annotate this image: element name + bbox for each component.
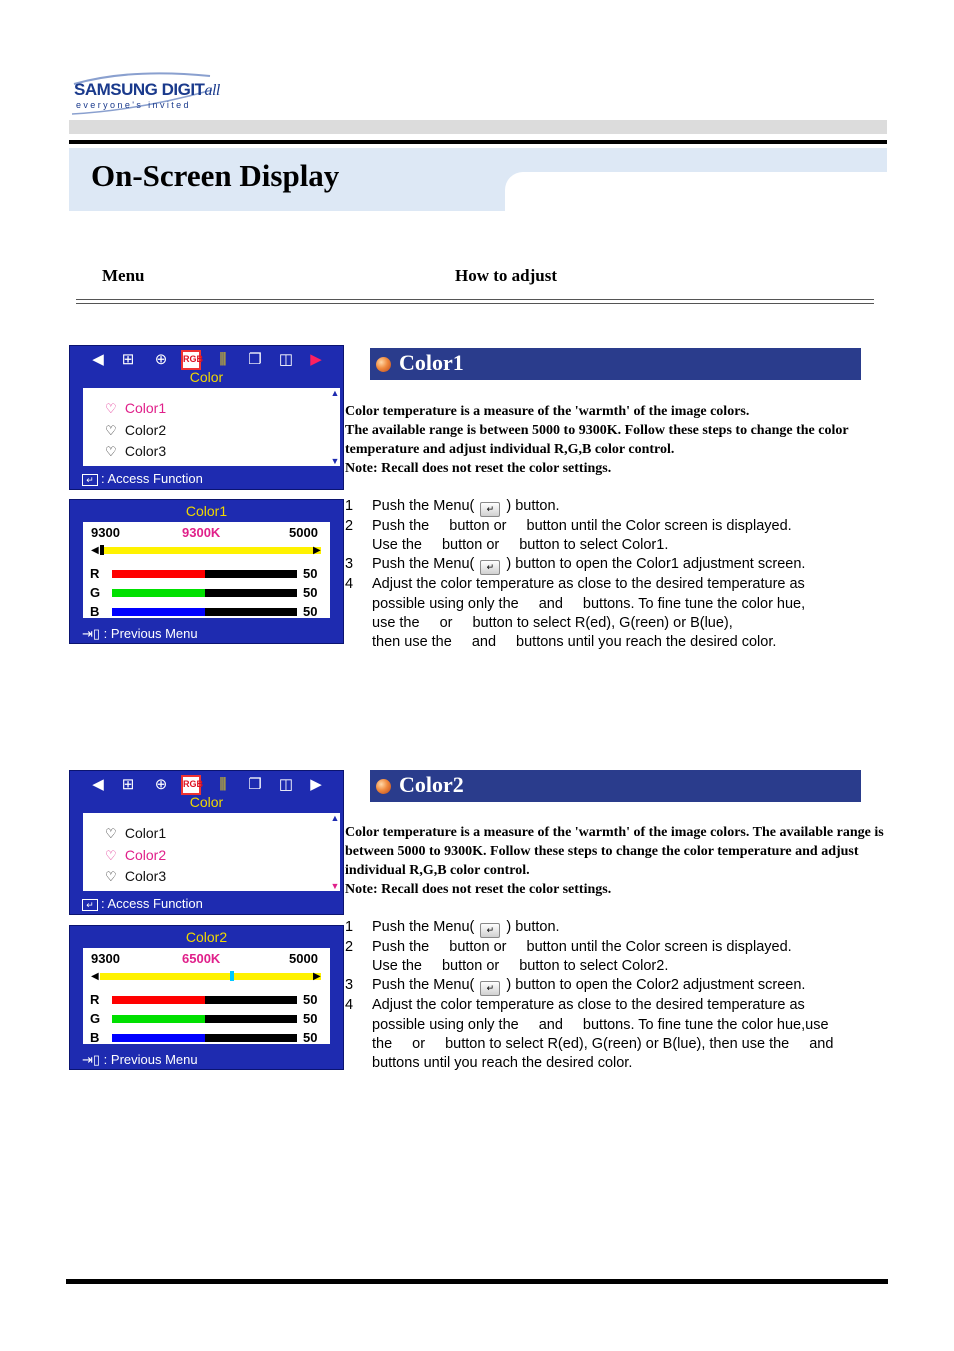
logo-tagline: everyone's invited [76,100,191,110]
step-text: button or [441,958,500,975]
scroll-down-icon: ▼ [330,881,340,891]
bulb-icon: ♡ [105,848,117,863]
channel-letter: B [90,604,100,619]
channel-fill [112,996,205,1004]
channel-row-b[interactable] [83,604,330,620]
temperature-cursor[interactable] [100,545,104,555]
step-text: Push the Menu( [372,919,475,935]
window-icon: ◫ [278,351,294,368]
osd-scrollbar[interactable] [330,388,340,466]
steps-list [345,918,905,1073]
channel-value: 50 [303,585,318,600]
step-number: 3 [345,977,354,994]
osd-item-label: Color1 [124,400,167,416]
column-header-menu: Menu [102,266,145,285]
osd-item-color2[interactable] [105,847,166,864]
step-text: and [809,1035,834,1052]
step-text: Adjust the color temperature as close to the desired temperature as [372,576,805,593]
channel-letter: R [90,566,100,581]
channel-row-r[interactable] [83,992,330,1008]
menu-key-icon: ↵ [480,923,500,938]
adjust-box [83,948,330,1044]
step-text: use the [372,614,420,631]
step-text: Use the [372,958,422,975]
header-grey-bar [69,120,887,134]
step-4-line [345,633,905,652]
menu-key-icon: ↵ [480,560,500,575]
step-1 [345,918,905,938]
temp-left-label: 9300 [91,951,120,966]
step-4-line [345,595,905,614]
step-4-line [345,614,905,633]
step-text: button until the Color screen is displayed. [526,518,792,534]
step-text: buttons until you reach the desired color. [516,634,777,651]
temp-current-label: 9300K [182,525,221,540]
step-text: possible using only the [372,1016,519,1033]
footer-rule [66,1279,888,1284]
channel-value: 50 [303,566,318,581]
step-number: 4 [345,576,354,593]
step-text: and [471,634,497,651]
column-header-how: How to adjust [455,266,558,285]
channel-row-r[interactable] [83,566,330,582]
step-2 [345,517,905,536]
temperature-cursor[interactable] [230,971,234,981]
column-divider [76,303,874,304]
step-4-line [345,1035,905,1054]
orange-ball-icon [376,357,391,372]
intro-line: Color temperature is a measure of the 'warmth' of the image colors. [345,404,750,419]
adjust-footer-text: : Previous Menu [103,1052,198,1067]
step-text: Push the [372,939,430,955]
right-arrow-icon: ▶ [310,351,322,368]
channel-track [112,1034,297,1042]
channel-letter: R [90,992,100,1007]
step-text: or [412,1035,426,1052]
step-number: 3 [345,556,354,573]
slider-right-arrow-icon: ▶ [313,971,321,982]
exit-icon: ⇥▯ [82,1052,101,1067]
temperature-slider[interactable] [100,973,321,980]
intro-note: Note: Recall does not reset the color settings. [345,882,612,897]
steps-list [345,497,905,652]
osd-list [83,813,330,891]
bulb-icon: ♡ [105,444,117,459]
osd-item-label: Color3 [124,868,167,884]
step-number: 2 [345,939,354,955]
step-text: button to select Color1. [519,537,669,554]
step-text: button to select R(ed), G(reen) or B(lue), then use the [445,1035,790,1052]
step-text: possible using only the [372,595,519,612]
osd-adjust-panel [69,499,344,644]
osd-color-menu [69,345,344,490]
channel-track [112,608,297,616]
scroll-up-icon: ▲ [330,388,340,398]
scroll-down-icon: ▼ [330,456,340,466]
step-4 [345,575,905,594]
osd-item-label: Color1 [124,825,167,841]
section-header-color1 [370,348,861,380]
step-text: ) button to open the Color2 adjustment screen. [506,977,806,994]
osd-footer-text: : Access Function [101,471,203,486]
section-intro [345,402,890,478]
osd-category: Color [189,794,224,810]
moire-icon: ⫼ [219,351,227,368]
slider-left-arrow-icon: ◀ [91,971,99,982]
channel-track [112,570,297,578]
osd-item-color1[interactable] [105,400,166,417]
adjust-footer [82,1052,198,1068]
step-text: button or [441,537,500,554]
channel-letter: B [90,1030,100,1045]
step-text: ) button. [506,498,560,514]
left-arrow-icon: ◀ [92,776,104,793]
position-icon: ⊞ [121,776,135,793]
adjust-box [83,522,330,618]
intro-line: Color temperature is a measure of the 'warmth' of the image colors. The available range is between 5000 to 9300K. Follow these steps to change the color temperature and adjust individual R,G,B color control. [345,825,884,878]
step-number: 1 [345,919,354,935]
osd-adjust-panel [69,925,344,1070]
osd-category: Color [189,369,224,385]
osd-item-label: Color3 [124,443,167,459]
channel-row-b[interactable] [83,1030,330,1046]
exit-icon: ⇥▯ [82,626,101,641]
header-rule [69,140,887,144]
logo-text: SAMSUNG DIGITall [74,80,220,99]
left-arrow-icon: ◀ [92,351,104,368]
section-header-color2 [370,770,861,802]
step-3 [345,555,905,575]
step-text: buttons. To fine tune the color hue,use [582,1016,829,1033]
right-arrow-icon: ▶ [310,776,322,793]
adjust-title: Color1 [185,503,228,519]
geometry-icon: ⊕ [154,351,168,368]
step-number: 4 [345,997,354,1014]
channel-track [112,996,297,1004]
channel-letter: G [90,585,101,600]
step-4 [345,996,905,1015]
column-divider [76,299,874,300]
geometry-icon: ⊕ [154,776,168,793]
bulb-icon: ♡ [105,869,117,884]
step-4-line [345,1054,905,1073]
step-2 [345,938,905,957]
channel-fill [112,1015,205,1023]
step-text: buttons until you reach the desired color. [372,1055,633,1072]
rgb-icon: RGB [181,350,201,370]
osd-item-label: Color2 [124,847,167,863]
step-text: Push the Menu( [372,498,475,514]
step-1 [345,497,905,517]
moire-icon: ⫼ [219,776,227,793]
osd-item-color2[interactable] [105,422,166,439]
menu-key-icon: ↵ [480,502,500,517]
osd-item-color1[interactable] [105,825,166,842]
temp-right-label: 5000 [289,525,318,540]
step-text: ) button. [506,919,560,935]
step-text: buttons. To fine tune the color hue, [582,595,806,612]
channel-letter: G [90,1011,101,1026]
multi-window-icon: ❐ [248,776,262,793]
rgb-icon: RGB [181,775,201,795]
step-text: button to select Color2. [519,958,669,975]
window-icon: ◫ [278,776,294,793]
menu-key-icon: ↵ [480,981,500,996]
channel-track [112,589,297,597]
section-title: Color1 [399,350,464,375]
enter-key-icon: ↵ [82,474,98,486]
step-text: button or [449,939,507,955]
step-text: button to select R(ed), G(reen) or B(lue), [472,614,733,631]
adjust-title: Color2 [185,929,228,945]
bulb-icon: ♡ [105,423,117,438]
step-text: ) button to open the Color1 adjustment screen. [506,556,806,573]
channel-fill [112,608,205,616]
osd-color-menu [69,770,344,915]
step-text: and [538,1016,563,1033]
step-2b [345,957,905,976]
step-text: button until the Color screen is displayed. [526,939,792,955]
position-icon: ⊞ [121,351,135,368]
temp-current-label: 6500K [182,951,221,966]
temp-right-label: 5000 [289,951,318,966]
channel-row-g[interactable] [83,585,330,601]
title-band-notch [505,172,887,212]
intro-note: Note: Recall does not reset the color settings. [345,461,612,476]
channel-row-g[interactable] [83,1011,330,1027]
step-text: or [439,614,453,631]
bulb-icon: ♡ [105,401,117,416]
adjust-footer [82,626,198,642]
channel-fill [112,589,205,597]
intro-line: The available range is between 5000 to 9300K. Follow these steps to change the color temperature and adjust individual R,G,B color control. [345,423,849,457]
step-text: the [372,1035,393,1052]
channel-track [112,1015,297,1023]
channel-value: 50 [303,1011,318,1026]
temperature-slider[interactable] [100,547,321,554]
orange-ball-icon [376,779,391,794]
channel-value: 50 [303,992,318,1007]
page-title: On-Screen Display [91,158,340,193]
channel-fill [112,1034,205,1042]
slider-left-arrow-icon: ◀ [91,545,99,556]
adjust-footer-text: : Previous Menu [103,626,198,641]
multi-window-icon: ❐ [248,351,262,368]
step-text: Use the [372,537,422,554]
osd-scrollbar[interactable] [330,813,340,891]
osd-footer [82,471,203,486]
channel-value: 50 [303,604,318,619]
enter-key-icon: ↵ [82,899,98,911]
step-2b [345,536,905,555]
step-text: Push the Menu( [372,556,475,573]
step-text: button or [449,518,507,534]
slider-right-arrow-icon: ▶ [313,545,321,556]
step-number: 2 [345,518,354,534]
section-intro [345,823,890,899]
step-text: and [538,595,563,612]
osd-item-color3[interactable] [105,443,166,460]
step-text: Adjust the color temperature as close to the desired temperature as [372,997,805,1014]
section-title: Color2 [399,772,464,797]
osd-footer-text: : Access Function [101,896,203,911]
samsung-logo [70,70,220,116]
osd-footer [82,896,203,911]
step-text: Push the [372,518,430,534]
step-3 [345,976,905,996]
scroll-up-icon: ▲ [330,813,340,823]
step-text: Push the Menu( [372,977,475,994]
channel-fill [112,570,205,578]
osd-item-color3[interactable] [105,868,166,885]
step-number: 1 [345,498,354,514]
osd-list [83,388,330,466]
osd-item-label: Color2 [124,422,167,438]
step-4-line [345,1016,905,1035]
temp-left-label: 9300 [91,525,120,540]
step-text: then use the [372,634,452,651]
bulb-icon: ♡ [105,826,117,841]
channel-value: 50 [303,1030,318,1045]
